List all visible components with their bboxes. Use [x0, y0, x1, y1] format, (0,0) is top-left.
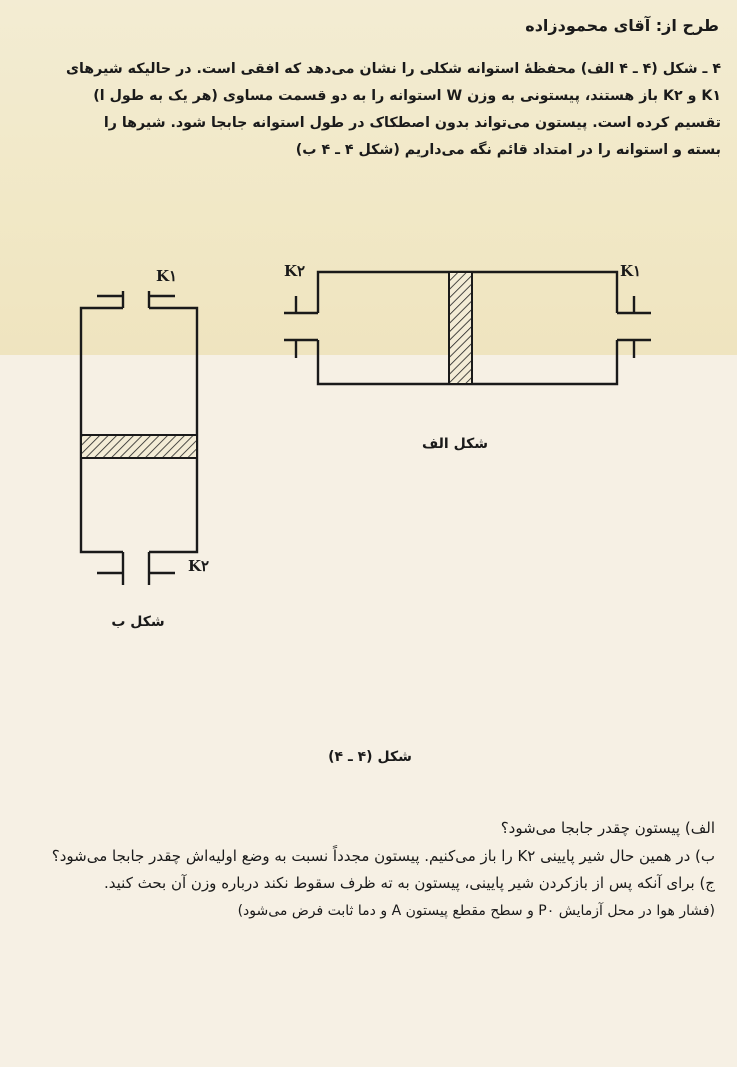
author-credit: طرح از: آقای محمودزاده	[525, 16, 719, 35]
problem-line: K۱ و K۲ باز هستند، پیستونی به وزن W استوانه را به دو قسمت مساوی (هر یک به طول l)	[93, 88, 721, 104]
piston-b	[81, 435, 197, 458]
problem-statement	[17, 56, 721, 164]
problem-line: ۴ ـ شکل (۴ ـ ۴ الف) محفظهٔ استوانه شکلی را نشان می‌دهد که افقی است. در حالیکه شیرهای	[65, 61, 721, 77]
caption-figure-a: شکل الف	[421, 436, 488, 452]
label-k2-a: K۲	[284, 262, 306, 280]
question-b: ب) در همین حال شیر پایینی K۲ را باز می‌کنیم. پیستون مجدداً نسبت به وضع اولیه‌اش چقدر جابجا می‌شود؟	[51, 846, 715, 865]
question-a: الف) پیستون چقدر جابجا می‌شود؟	[500, 819, 715, 837]
label-k1-b: K۱	[156, 267, 178, 285]
piston-a	[449, 272, 472, 384]
cylinder-b-right-wall	[149, 308, 197, 552]
problem-line: بسته و استوانه را در امتداد قائم نگه می‌داریم (شکل ۴ ـ ۴ ب)	[295, 142, 721, 158]
label-k2-b: K۲	[188, 557, 210, 575]
label-k1-a: K۱	[620, 262, 642, 280]
questions-block	[15, 815, 715, 925]
cylinder-b-left-wall	[81, 308, 123, 552]
assumption-note: (فشار هوا در محل آزمایش P۰ و سطح مقطع پیستون A و دما ثابت فرض می‌شود)	[237, 902, 715, 919]
figure-main-caption: شکل (۴ ـ ۴)	[328, 749, 412, 765]
problem-line: تقسیم کرده است. پیستون می‌تواند بدون اصطکاک در طول استوانه جابجا شود. شیرها را	[103, 115, 721, 131]
caption-figure-b: شکل ب	[111, 614, 165, 630]
question-c: ج) برای آنکه پس از بازکردن شیر پایینی، پیستون به ته ظرف سقوط نکند درباره وزن آن بحث کنید.	[104, 874, 715, 892]
figures	[0, 230, 737, 650]
